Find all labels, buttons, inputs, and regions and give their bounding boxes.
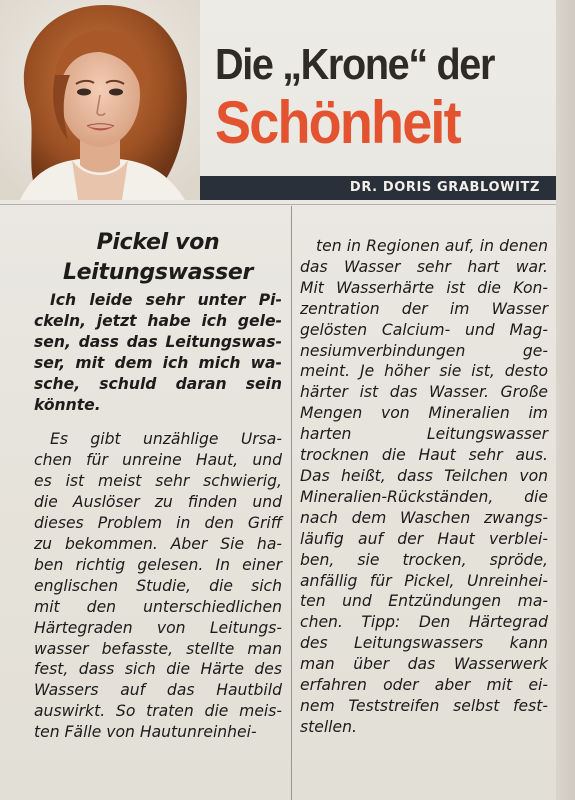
reader-question xyxy=(34,290,282,415)
answer-line: chen. Tipp: Den Härtegrad xyxy=(300,613,548,632)
question-line: Ich leide sehr unter Pi- xyxy=(50,291,282,309)
answer-line: nesiumverbindungen ge- xyxy=(300,341,548,360)
answer-line: Mineralien-Rückständen, die xyxy=(300,487,548,506)
page-edge xyxy=(556,0,575,800)
article-heading-line1: Pickel von xyxy=(96,230,220,255)
article-heading xyxy=(34,228,282,288)
answer-line: fest, dass sich die Härte des xyxy=(34,660,282,679)
answer-line: ten in Regionen auf, in denen xyxy=(316,237,548,255)
answer-line: harten Leitungswasser xyxy=(300,425,548,444)
author-name: DR. DORIS GRABLOWITZ xyxy=(349,180,540,195)
question-line: sen, dass das Leitungswas- xyxy=(34,332,282,351)
answer-line: ben, sie trocken, spröde, xyxy=(300,550,548,569)
answer-line: das Wasser sehr hart war. xyxy=(300,257,548,276)
column-title xyxy=(215,40,565,156)
answer-line: Härtegraden von Leitungs- xyxy=(34,618,282,637)
author-byline-bar xyxy=(200,176,575,200)
answer-line: Mengen von Mineralien im xyxy=(300,404,548,423)
answer-line: englischen Studie, die sich xyxy=(34,576,282,595)
answer-line: zentration der im Wasser xyxy=(300,299,548,318)
answer-line: nach dem Waschen zwangs- xyxy=(300,508,548,527)
answer-right-text xyxy=(300,236,548,738)
answer-line: ten Fälle von Hautunreinhei- xyxy=(34,723,257,742)
answer-line: anfällig für Pickel, Unreinhei- xyxy=(300,571,548,590)
answer-line: dieses Problem in den Griff xyxy=(34,514,282,533)
article-left-column xyxy=(34,228,282,743)
answer-line: läufig auf der Haut verblei- xyxy=(300,529,548,548)
answer-line: Mit Wasserhärte ist die Kon- xyxy=(300,278,548,297)
question-line: ckeln, jetzt habe ich gele- xyxy=(34,311,282,330)
question-line: ser, mit dem ich mich wa- xyxy=(34,353,282,372)
answer-line: nem Teststreifen selbst fest- xyxy=(300,696,548,715)
question-line: könnte. xyxy=(34,395,101,414)
column-title-line1: Die „Krone“ der xyxy=(215,40,495,89)
column-divider xyxy=(291,206,292,800)
article-heading-line2: Leitungswasser xyxy=(62,260,254,285)
answer-line: man über das Wasserwerk xyxy=(300,655,548,674)
answer-line: zu bekommen. Aber Sie ha- xyxy=(34,534,282,553)
answer-line: die Auslöser zu finden und xyxy=(34,493,282,512)
answer-line: Das heißt, dass Teilchen von xyxy=(300,466,548,485)
column-title-line2: Schönheit xyxy=(215,89,460,156)
header-divider xyxy=(0,204,575,205)
answer-line: ben richtig gelesen. In einer xyxy=(34,555,282,574)
answer-left-text xyxy=(34,429,282,743)
question-line: sche, schuld daran sein xyxy=(34,374,282,393)
answer-line: trocknen die Haut sehr aus. xyxy=(300,446,548,465)
answer-line: des Leitungswassers kann xyxy=(300,634,548,653)
answer-line: auswirkt. So traten die meis- xyxy=(34,702,282,721)
author-portrait-image xyxy=(0,0,200,200)
column-header xyxy=(0,0,575,200)
author-portrait xyxy=(0,0,200,200)
answer-line: mit den unterschiedlichen xyxy=(34,597,282,616)
answer-line: härter ist das Wasser. Große xyxy=(300,383,548,402)
article-right-column xyxy=(300,236,548,738)
answer-line: gelösten Calcium- und Mag- xyxy=(300,320,548,339)
answer-line: wasser befasste, stellte man xyxy=(34,639,282,658)
answer-line: Wassers auf das Hautbild xyxy=(34,681,282,700)
answer-line: Es gibt unzählige Ursa- xyxy=(50,430,282,449)
answer-line: stellen. xyxy=(300,717,357,736)
answer-line: erfahren oder aber mit ei- xyxy=(300,676,548,695)
answer-line: meint. Je höher sie ist, desto xyxy=(300,362,548,381)
answer-line: chen für unreine Haut, und xyxy=(34,451,282,470)
answer-line: ten und Entzündungen ma- xyxy=(300,592,548,611)
answer-line: es ist meist sehr schwierig, xyxy=(34,472,282,491)
